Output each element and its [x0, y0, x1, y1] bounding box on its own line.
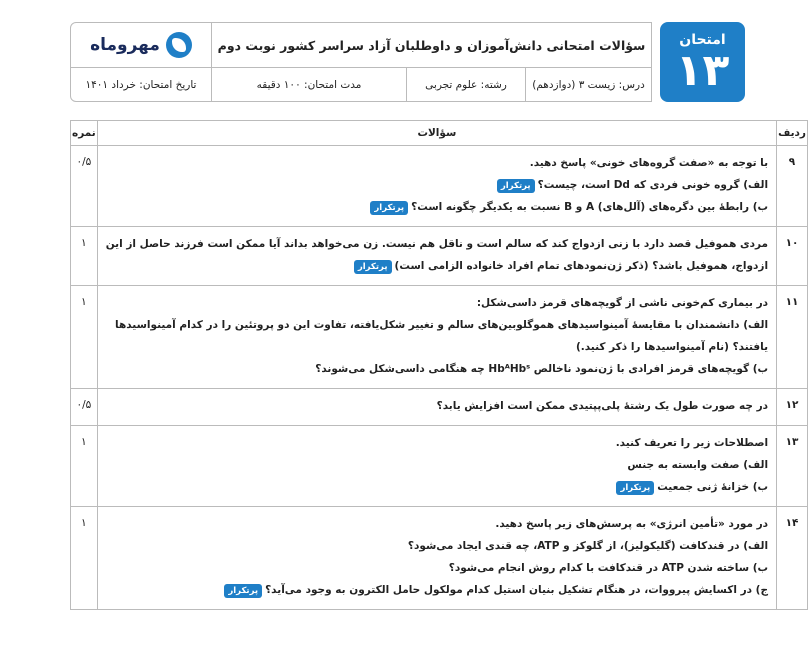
- question-body: [97, 227, 776, 286]
- question-score: ۱: [71, 507, 98, 610]
- exam-number: ۱۳: [675, 45, 730, 96]
- question-text: ب) خزانهٔ ژنی جمعیت: [657, 481, 769, 493]
- question-text: ب) گویچه‌های قرمز افرادی با ژن‌نمود ناخالص HbᴬHbˢ چه هنگامی داسی‌شکل می‌شوند؟: [315, 363, 769, 375]
- question-line: [106, 476, 768, 498]
- question-text: در مورد «تأمین انرژی» به پرسش‌های زیر پاسخ دهید.: [495, 518, 769, 530]
- question-line: [106, 233, 768, 255]
- question-row: [71, 146, 808, 227]
- question-score: ۱: [71, 426, 98, 507]
- frequent-tag-badge: پرتکرار: [370, 201, 408, 215]
- question-number: ۱۳: [777, 426, 808, 507]
- question-line: [106, 454, 768, 476]
- frequent-tag-badge: پرتکرار: [497, 179, 535, 193]
- question-row: [71, 286, 808, 389]
- questions-table: [70, 120, 808, 610]
- question-number: ۱۲: [777, 389, 808, 426]
- course-info: درس: زیست ۳ (دوازدهم): [525, 68, 651, 101]
- question-line: [106, 557, 768, 579]
- question-text: ب) ساخته شدن ATP در قندکافت با کدام روش انجام می‌شود؟: [448, 562, 769, 574]
- exam-title: سؤالات امتحانی دانش‌آموزان و داوطلبان آزاد سراسر کشور نوبت دوم: [212, 23, 651, 68]
- question-line: [106, 292, 768, 314]
- question-text: اصطلاحات زیر را تعریف کنید.: [615, 437, 769, 449]
- exam-number-badge: [660, 22, 745, 102]
- question-line: [106, 579, 768, 601]
- question-text: الف) صفت وابسته به جنس: [627, 459, 769, 471]
- field-info: رشته: علوم تجربی: [406, 68, 525, 101]
- question-body: [97, 286, 776, 389]
- question-number: ۹: [777, 146, 808, 227]
- question-score: ۱: [71, 227, 98, 286]
- question-row: [71, 227, 808, 286]
- butterfly-logo-icon: [166, 32, 192, 58]
- col-header-row: ردیف: [777, 121, 808, 146]
- question-row: [71, 389, 808, 426]
- question-text: الف) در قندکافت (گلیکولیز)، از گلوکز و ATP، چه قندی ایجاد می‌شود؟: [407, 540, 769, 552]
- question-text: در چه صورت طول یک رشتهٔ پلی‌پپتیدی ممکن است افزایش یابد؟: [436, 400, 769, 412]
- question-line: [106, 358, 768, 380]
- title-block: [212, 22, 652, 102]
- question-text: با توجه به «صفت گروه‌های خونی» پاسخ دهید.: [529, 157, 769, 169]
- question-body: [97, 389, 776, 426]
- frequent-tag-badge: پرتکرار: [354, 260, 392, 274]
- question-text: ج) در اکسایش پیرووات، در هنگام تشکیل بنیان استیل کدام مولکول حامل الکترون به وجود می‌آید؟: [265, 584, 769, 596]
- exam-header: [70, 22, 745, 102]
- question-text: ازدواج، هموفیل باشد؟ (ذکر ژن‌نمودهای تمام افراد خانواده الزامی است): [394, 260, 769, 272]
- question-text: یافتند؟ (نام آمینواسیدها را ذکر کنید.): [575, 341, 769, 353]
- exam-label: امتحان: [679, 32, 726, 48]
- frequent-tag-badge: پرتکرار: [224, 584, 262, 598]
- question-line: [106, 432, 768, 454]
- question-row: [71, 426, 808, 507]
- question-line: [106, 513, 768, 535]
- question-text: ب) رابطهٔ بین دگره‌های (آلل‌های) A و B نسبت به یکدیگر چگونه است؟: [411, 201, 769, 213]
- question-text: الف) گروه خونی فردی که Dd است، چیست؟: [537, 179, 769, 191]
- question-line: [106, 336, 768, 358]
- duration-info: مدت امتحان: ۱۰۰ دقیقه: [256, 78, 362, 91]
- question-number: ۱۰: [777, 227, 808, 286]
- question-score: ۱: [71, 286, 98, 389]
- question-line: [106, 255, 768, 277]
- question-line: [106, 196, 768, 218]
- question-body: [97, 426, 776, 507]
- question-line: [106, 174, 768, 196]
- question-row: [71, 507, 808, 610]
- question-line: [106, 535, 768, 557]
- question-score: ۰/۵: [71, 146, 98, 227]
- brand-block: [70, 22, 212, 102]
- question-line: [106, 152, 768, 174]
- question-body: [97, 507, 776, 610]
- question-line: [106, 395, 768, 417]
- question-score: ۰/۵: [71, 389, 98, 426]
- brand-name: مهروماه: [90, 35, 160, 55]
- question-body: [97, 146, 776, 227]
- exam-date: تاریخ امتحان: خرداد ۱۴۰۱: [85, 78, 197, 91]
- question-number: ۱۴: [777, 507, 808, 610]
- question-text: الف) دانشمندان با مقایسهٔ آمینواسیدهای هموگلوبین‌های سالم و تغییر شکل‌یافته، تفاوت این دو پروتئین را در کدام آمینواسیدها: [115, 319, 769, 331]
- question-text: در بیماری کم‌خونی ناشی از گویچه‌های قرمز داسی‌شکل:: [476, 297, 769, 309]
- col-header-questions: سؤالات: [97, 121, 776, 146]
- col-header-score: نمره: [71, 121, 98, 146]
- frequent-tag-badge: پرتکرار: [616, 481, 654, 495]
- question-line: [106, 314, 768, 336]
- question-number: ۱۱: [777, 286, 808, 389]
- question-text: مردی هموفیل قصد دارد با زنی ازدواج کند که سالم است و ناقل هم نیست. زن می‌خواهد بداند آیا ممکن است فرزند حاصل از این: [105, 238, 769, 250]
